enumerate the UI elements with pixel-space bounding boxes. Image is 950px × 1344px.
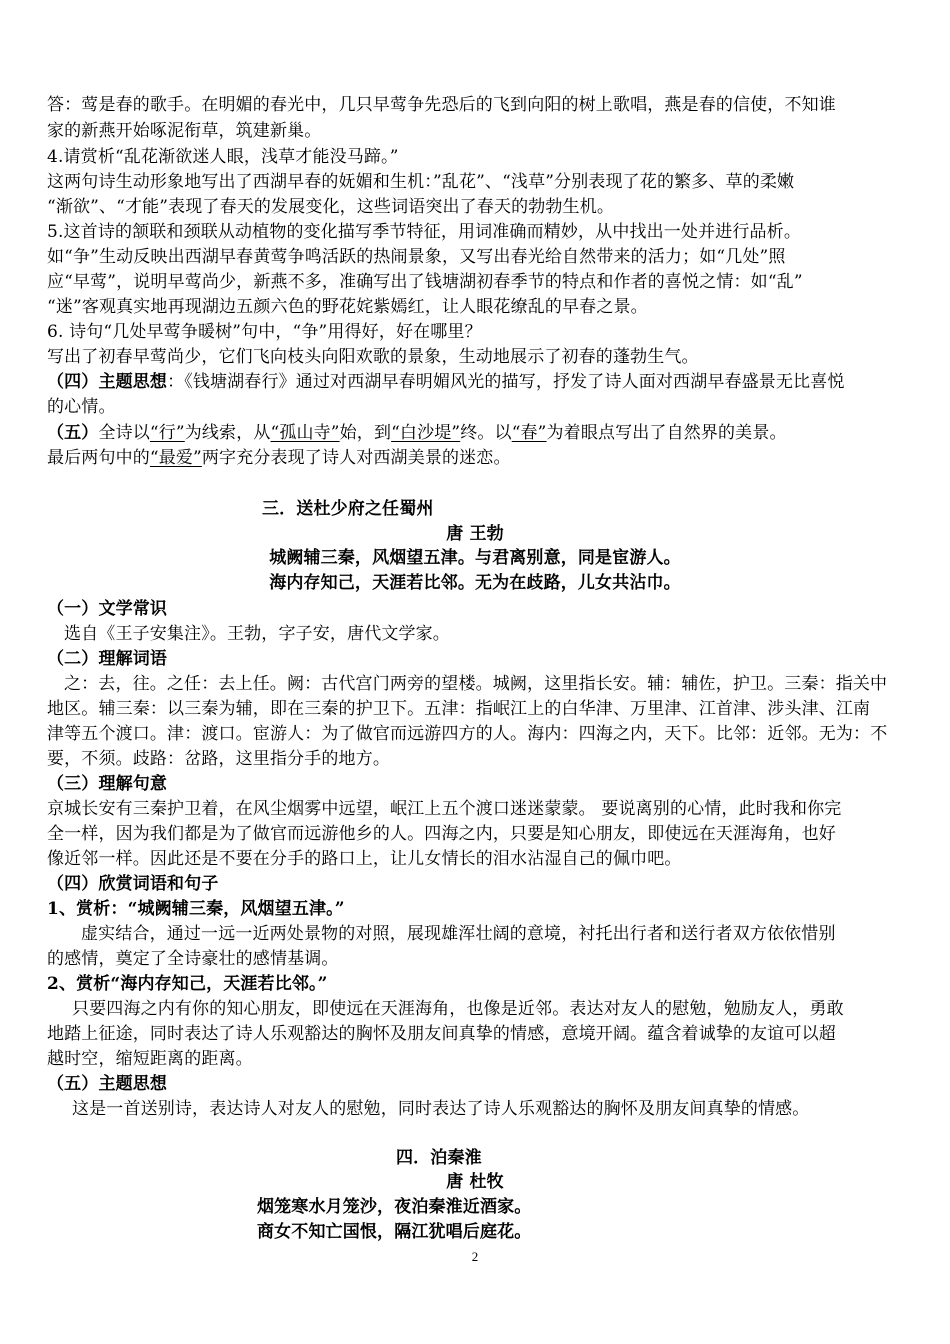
underlined-term: “春” bbox=[511, 423, 547, 443]
heading-vocabulary: （二）理解词语 bbox=[47, 649, 168, 669]
paragraph-line: 选自《王子安集注》。王勃，字子安，唐代文学家。 bbox=[64, 624, 450, 644]
theme-text: ：《钱塘湖春行》通过对西湖早春明媚风光的描写，抒发了诗人面对西湖早春盛景无比喜悦 bbox=[167, 372, 845, 392]
heading-theme: （五）主题思想 bbox=[47, 1074, 168, 1094]
question-4: 4.请赏析“乱花渐欲迷人眼，浅草才能没马蹄。” bbox=[47, 147, 399, 167]
paragraph-line: 这是一首送别诗，表达诗人对友人的慰勉，同时表达了诗人乐观豁达的胸怀及朋友间真挚的情感。 bbox=[72, 1099, 810, 1119]
summary-line bbox=[47, 446, 907, 471]
appreciation-question-2: 2、赏析“海内存知己，天涯若比邻。” bbox=[47, 974, 328, 994]
answer-5-line: 如“争”生动反映出西湖早春黄莺争鸣活跃的热闹景象，又写出春光给自然带来的活力；如“几处”照 bbox=[47, 247, 786, 267]
answer-4-line: 这两句诗生动形象地写出了西湖早春的妩媚和生机：”乱花”、“浅草”分别表现了花的繁多、草的柔嫩 bbox=[47, 172, 795, 192]
theme-line: 的心情。 bbox=[47, 397, 116, 417]
page-number: 2 bbox=[471, 1249, 479, 1264]
paragraph-line: 越时空，缩短距离的距离。 bbox=[47, 1049, 253, 1069]
summary-text: 为线索，从 bbox=[184, 423, 271, 443]
underlined-term: “孤山寺” bbox=[270, 423, 340, 443]
summary-text: 为着眼点写出了自然界的美景。 bbox=[546, 423, 787, 443]
heading-appreciation: （四）欣赏词语和句子 bbox=[47, 874, 219, 894]
poem-line: 商女不知亡国恨，隔江犹唱后庭花。 bbox=[257, 1222, 532, 1242]
answer-3-line: 答：莺是春的歌手。在明媚的春光中，几只早莺争先恐后的飞到向阳的树上歌唱，燕是春的信使，不知谁 bbox=[47, 95, 836, 115]
paragraph-line: 津等五个渡口。津：渡口。宦游人：为了做官而远游四方的人。海内：四海之内，天下。比邻：近邻。无为：不 bbox=[47, 724, 888, 744]
summary-text: 最后两句中的 bbox=[47, 448, 150, 468]
heading-literature: （一）文学常识 bbox=[47, 599, 168, 619]
poem-line: 烟笼寒水月笼沙，夜泊秦淮近酒家。 bbox=[257, 1197, 532, 1217]
answer-3-line: 家的新燕开始啄泥衔草，筑建新巢。 bbox=[47, 121, 322, 141]
answer-5-line: “迷”客观真实地再现湖边五颜六色的野花姹紫嫣红，让人眼花缭乱的早春之景。 bbox=[47, 297, 648, 317]
appreciation-question-1: 1、赏析：“城阙辅三秦，风烟望五津。” bbox=[47, 899, 345, 919]
paragraph-line: 只要四海之内有你的知心朋友，即使远在天涯海角，也像是近邻。表达对友人的慰勉，勉励友人，勇敢 bbox=[72, 999, 844, 1019]
summary-text: 两字充分表现了诗人对西湖美景的迷恋。 bbox=[201, 448, 511, 468]
paragraph-line: 地区。辅三秦：以三秦为辅，即在三秦的护卫下。五津：指岷江上的白华津、万里津、江首津、涉头津、江南 bbox=[47, 699, 871, 719]
section-title: 三．送杜少府之任蜀州 bbox=[262, 499, 434, 519]
question-6: 6. 诗句“几处早莺争暖树”句中，“争”用得好，好在哪里？ bbox=[47, 322, 482, 342]
paragraph-line: 虚实结合，通过一远一近两处景物的对照，展现雄浑壮阔的意境，衬托出行者和送行者双方依依惜别 bbox=[81, 924, 836, 944]
answer-4-line: “渐欲”、“才能”表现了春天的发展变化，这些词语突出了春天的勃勃生机。 bbox=[47, 197, 615, 217]
paragraph-line: 京城长安有三秦护卫着，在风尘烟雾中远望，岷江上五个渡口迷迷蒙蒙。 要说离别的心情，此时我和你完 bbox=[47, 799, 842, 819]
poem-line: 海内存知己，天涯若比邻。无为在歧路，儿女共沾巾。 bbox=[269, 573, 681, 593]
underlined-term: “行” bbox=[149, 423, 185, 443]
poem-author: 唐 王勃 bbox=[446, 524, 504, 544]
question-5: 5.这首诗的颔联和颈联从动植物的变化描写季节特征，用词准确而精妙，从中找出一处并进行品析。 bbox=[47, 222, 801, 242]
theme-line bbox=[47, 370, 907, 395]
answer-5-line: 应“早莺”，说明早莺尚少，新燕不多，准确写出了钱塘湖初春季节的特点和作者的喜悦之情：如“乱” bbox=[47, 272, 803, 292]
theme-heading: （四）主题思想 bbox=[47, 372, 168, 392]
section-title: 四．泊秦淮 bbox=[396, 1148, 482, 1168]
summary-text: 全诗以 bbox=[98, 423, 150, 443]
paragraph-line: 地踏上征途，同时表达了诗人乐观豁达的胸怀及朋友间真挚的情感，意境开阔。蕴含着诚挚的友谊可以超 bbox=[47, 1024, 836, 1044]
poem-author: 唐 杜牧 bbox=[446, 1172, 504, 1192]
summary-line bbox=[47, 421, 907, 446]
underlined-term: “最爱” bbox=[149, 448, 202, 468]
underlined-term: “白沙堤” bbox=[391, 423, 461, 443]
paragraph-line: 像近邻一样。因此还是不要在分手的路口上，让儿女情长的泪水沾湿自己的佩巾吧。 bbox=[47, 849, 682, 869]
paragraph-line: 全一样，因为我们都是为了做官而远游他乡的人。四海之内，只要是知心朋友，即使远在天涯海角，也好 bbox=[47, 824, 836, 844]
answer-6-line: 写出了初春早莺尚少，它们飞向枝头向阳欢歌的景象，生动地展示了初春的蓬勃生气。 bbox=[47, 347, 699, 367]
paragraph-line: 要，不须。歧路：岔路，这里指分手的地方。 bbox=[47, 749, 390, 769]
summary-heading: （五） bbox=[47, 423, 99, 443]
paragraph-line: 之：去，往。之任：去上任。阙：古代宫门两旁的望楼。城阙，这里指长安。辅：辅佐，护卫。三秦：指关中 bbox=[64, 674, 888, 694]
poem-line: 城阙辅三秦，风烟望五津。与君离别意，同是宦游人。 bbox=[269, 548, 681, 568]
paragraph-line: 的感情，奠定了全诗豪壮的感情基调。 bbox=[47, 949, 339, 969]
heading-meaning: （三）理解句意 bbox=[47, 774, 168, 794]
summary-text: 终。以 bbox=[460, 423, 512, 443]
summary-text: 始，到 bbox=[339, 423, 392, 443]
